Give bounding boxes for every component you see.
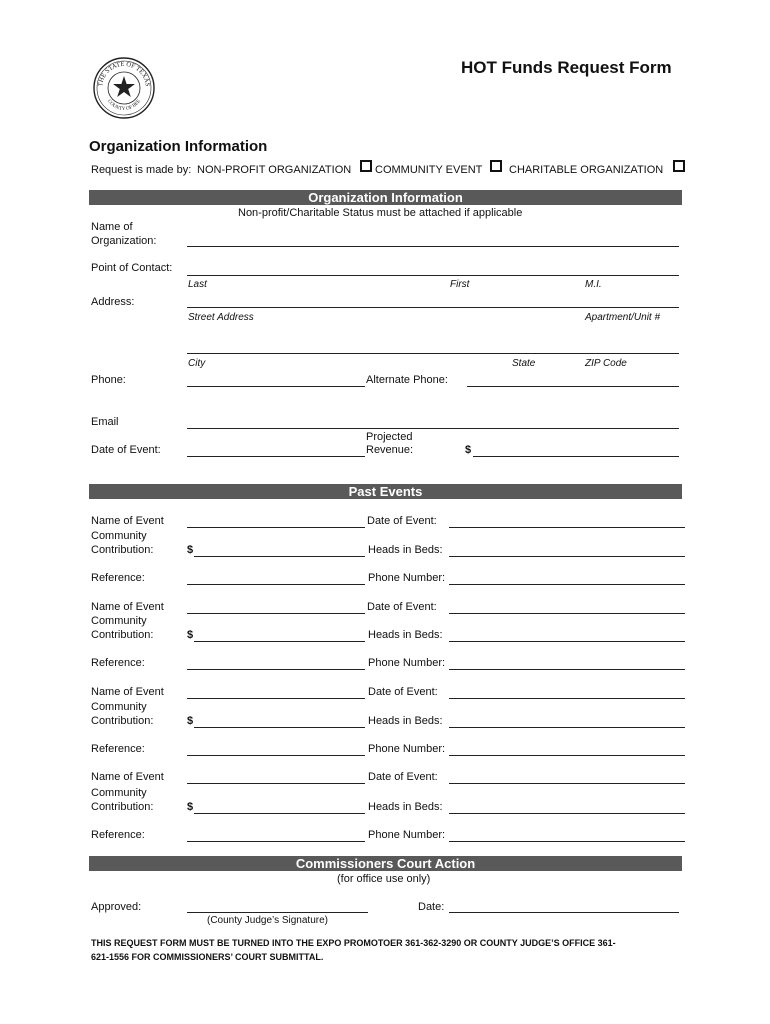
past-event-name-field[interactable]	[187, 698, 365, 699]
contrib-dollar: $	[187, 801, 194, 813]
heads-field[interactable]	[449, 727, 685, 728]
alt-phone-label: Alternate Phone:	[366, 374, 448, 386]
sub-street: Street Address	[188, 312, 254, 323]
revenue-label-1: Projected	[366, 431, 413, 443]
contrib-field[interactable]	[194, 813, 365, 814]
sub-city: City	[188, 358, 206, 369]
heads-label: Heads in Beds:	[368, 544, 443, 556]
footer-line-1: THIS REQUEST FORM MUST BE TURNED INTO THE EXPO PROMOTOER 361-362-3290 OR COUNTY JUDGE’S OFFICE 361-	[91, 938, 616, 948]
reference-field[interactable]	[187, 584, 365, 585]
charitable-checkbox[interactable]	[673, 160, 685, 172]
alt-phone-field[interactable]	[467, 386, 679, 387]
heads-label: Heads in Beds:	[368, 715, 443, 727]
past-event-date-field[interactable]	[449, 613, 685, 614]
reference-label: Reference:	[91, 572, 145, 584]
status-note: Non-profit/Charitable Status must be attached if applicable	[238, 207, 523, 219]
sub-apt: Apartment/Unit #	[585, 312, 661, 323]
court-date-label: Date:	[418, 901, 445, 913]
contrib-label-1: Community	[91, 530, 147, 542]
heads-field[interactable]	[449, 556, 685, 557]
ref-phone-field[interactable]	[449, 669, 685, 670]
name-label-1: Name of	[91, 221, 133, 233]
sub-zip: ZIP Code	[585, 358, 627, 369]
past-event-date-label: Date of Event:	[367, 601, 437, 613]
approved-label: Approved:	[91, 901, 142, 913]
revenue-label-2: Revenue:	[366, 444, 414, 456]
contact-label: Point of Contact:	[91, 262, 173, 274]
event-date-field[interactable]	[187, 456, 365, 457]
past-event-name-field[interactable]	[187, 527, 365, 528]
reference-label: Reference:	[91, 829, 145, 841]
organization-name-field[interactable]	[187, 246, 679, 247]
phone-label: Phone:	[91, 374, 126, 386]
county-seal-logo	[93, 57, 155, 119]
heads-label: Heads in Beds:	[368, 629, 443, 641]
form-title: HOT Funds Request Form	[461, 58, 672, 77]
reference-label: Reference:	[91, 657, 145, 669]
address-label: Address:	[91, 296, 135, 308]
name-label-2: Organization:	[91, 235, 157, 247]
past-event-name-field[interactable]	[187, 613, 365, 614]
past-event-date-field[interactable]	[449, 783, 685, 784]
contact-field[interactable]	[187, 275, 679, 276]
svg-text:COUNTY OF BEE: COUNTY OF BEE	[105, 98, 143, 113]
contrib-label-1: Community	[91, 787, 147, 799]
contrib-dollar: $	[187, 629, 194, 641]
ref-phone-label: Phone Number:	[368, 657, 446, 669]
street-field[interactable]	[187, 307, 679, 308]
ref-phone-field[interactable]	[449, 841, 685, 842]
svg-text:THE STATE OF TEXAS: THE STATE OF TEXAS	[97, 60, 151, 87]
sub-state: State	[512, 358, 536, 369]
office-use-note: (for office use only)	[337, 873, 431, 885]
contrib-label-2: Contribution:	[91, 715, 154, 727]
past-event-name-label: Name of Event	[91, 515, 164, 527]
sub-first: First	[450, 279, 470, 290]
reference-field[interactable]	[187, 755, 365, 756]
sub-mi: M.I.	[585, 279, 602, 290]
org-info-bar: Organization Information	[89, 190, 682, 205]
option-community-label: COMMUNITY EVENT	[375, 164, 483, 176]
past-event-name-label: Name of Event	[91, 771, 164, 783]
heads-field[interactable]	[449, 641, 685, 642]
past-event-date-field[interactable]	[449, 527, 685, 528]
option-nonprofit-label: NON-PROFIT ORGANIZATION	[197, 164, 352, 176]
reference-field[interactable]	[187, 669, 365, 670]
contrib-field[interactable]	[194, 727, 365, 728]
sub-last: Last	[188, 279, 207, 290]
past-events-bar: Past Events	[89, 484, 682, 499]
section-heading: Organization Information	[89, 138, 268, 155]
heads-label: Heads in Beds:	[368, 801, 443, 813]
email-field[interactable]	[187, 428, 679, 429]
heads-field[interactable]	[449, 813, 685, 814]
reference-label: Reference:	[91, 743, 145, 755]
contrib-field[interactable]	[194, 641, 365, 642]
past-event-date-field[interactable]	[449, 698, 685, 699]
request-label: Request is made by:	[91, 164, 192, 176]
contrib-dollar: $	[187, 715, 194, 727]
past-event-name-label: Name of Event	[91, 686, 164, 698]
past-event-name-label: Name of Event	[91, 601, 164, 613]
past-event-date-label: Date of Event:	[367, 515, 437, 527]
reference-field[interactable]	[187, 841, 365, 842]
court-action-bar: Commissioners Court Action	[89, 856, 682, 871]
ref-phone-field[interactable]	[449, 755, 685, 756]
signature-field[interactable]	[187, 912, 368, 913]
footer-line-2: 621-1556 FOR COMMISSIONERS’ COURT SUBMITTAL.	[91, 952, 324, 962]
contrib-label-1: Community	[91, 615, 147, 627]
signature-caption: (County Judge’s Signature)	[207, 915, 328, 926]
city-field[interactable]	[187, 353, 679, 354]
contrib-label-2: Contribution:	[91, 629, 154, 641]
past-event-name-field[interactable]	[187, 783, 365, 784]
email-label: Email	[91, 416, 119, 428]
option-charitable-label: CHARITABLE ORGANIZATION	[509, 164, 664, 176]
nonprofit-checkbox[interactable]	[360, 160, 372, 172]
past-event-date-label: Date of Event:	[368, 771, 438, 783]
phone-field[interactable]	[187, 386, 365, 387]
ref-phone-label: Phone Number:	[368, 743, 446, 755]
community-event-checkbox[interactable]	[490, 160, 502, 172]
revenue-dollar: $	[465, 444, 472, 456]
contrib-field[interactable]	[194, 556, 365, 557]
date-label: Date of Event:	[91, 444, 161, 456]
contrib-label-2: Contribution:	[91, 544, 154, 556]
contrib-label-1: Community	[91, 701, 147, 713]
contrib-label-2: Contribution:	[91, 801, 154, 813]
ref-phone-label: Phone Number:	[368, 829, 446, 841]
past-event-date-label: Date of Event:	[368, 686, 438, 698]
contrib-dollar: $	[187, 544, 194, 556]
revenue-field[interactable]	[473, 456, 679, 457]
ref-phone-field[interactable]	[449, 584, 685, 585]
ref-phone-label: Phone Number:	[368, 572, 446, 584]
court-date-field[interactable]	[449, 912, 679, 913]
